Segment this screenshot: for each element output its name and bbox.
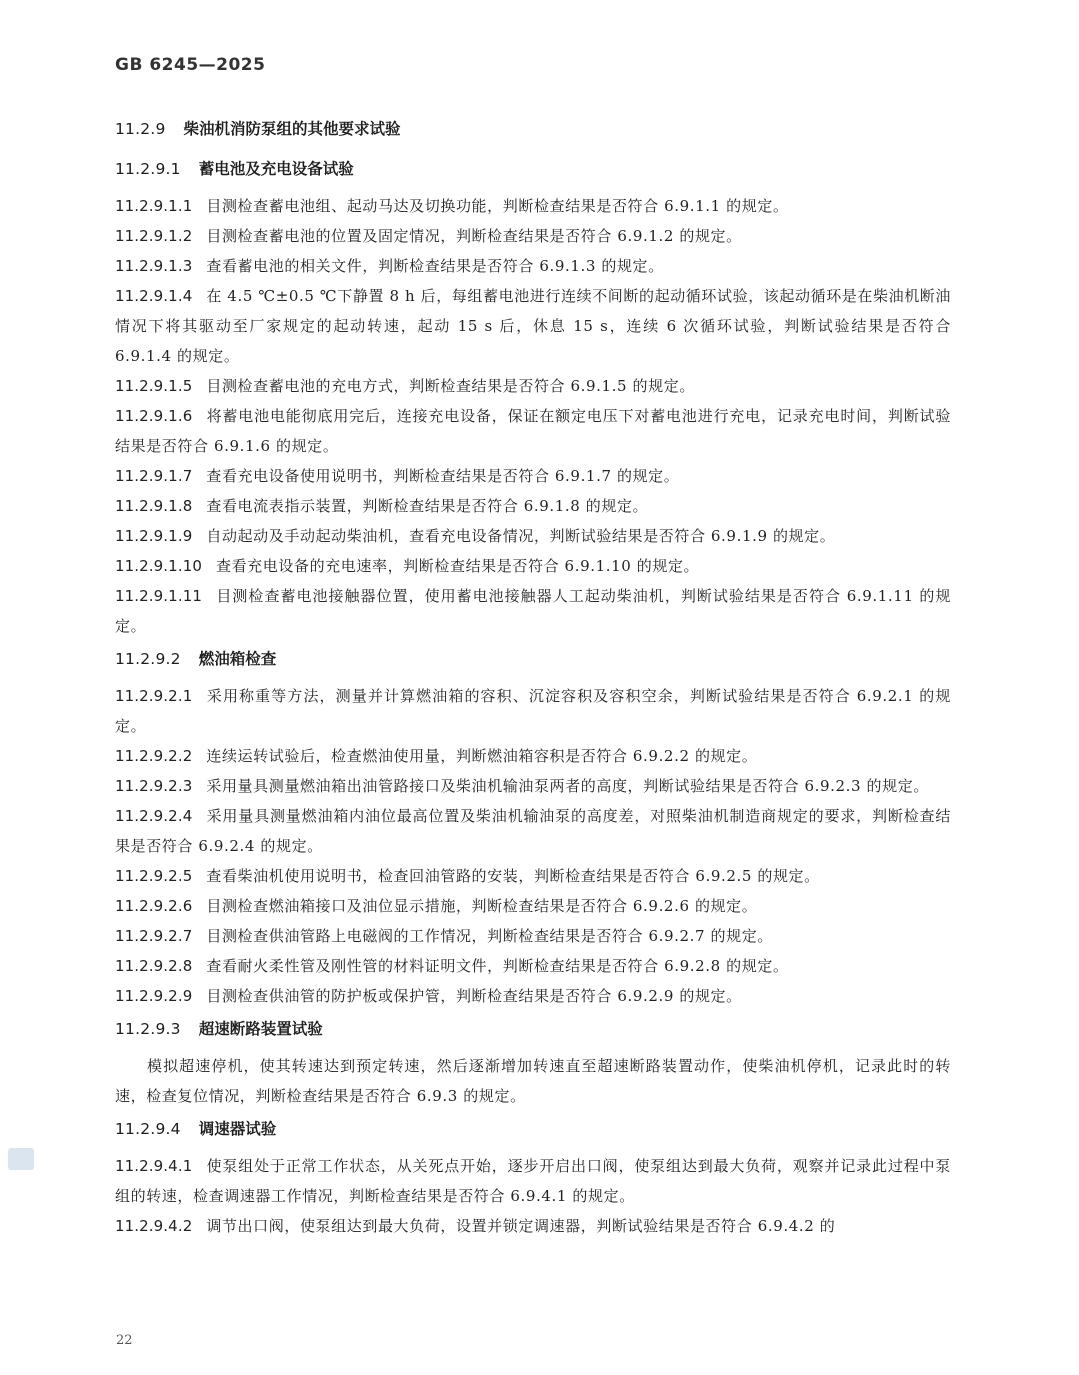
clause-number: 11.2.9.4 (115, 1120, 181, 1138)
clause-paragraph (115, 951, 951, 981)
clause-text: 采用称重等方法，测量并计算燃油箱的容积、沉淀容积及容积空余，判断试验结果是否符合 6.9.2.1 的规定。 (115, 687, 951, 735)
clause-paragraph (115, 1051, 951, 1111)
clause-paragraph (115, 221, 951, 251)
clause-text: 目测检查蓄电池组、起动马达及切换功能，判断检查结果是否符合 6.9.1.1 的规定。 (206, 197, 789, 215)
section-heading (115, 117, 951, 141)
clause-number: 11.2.9.2.5 (115, 867, 193, 885)
clause-number: 11.2.9.2.3 (115, 777, 193, 795)
clause-number: 11.2.9.2.6 (115, 897, 193, 915)
clause-number: 11.2.9.1.5 (115, 377, 193, 395)
side-watermark-mark (8, 1148, 34, 1170)
section-heading (115, 157, 951, 181)
clause-text: 超速断路装置试验 (198, 1020, 323, 1038)
clause-number: 11.2.9.1.11 (115, 587, 202, 605)
clause-paragraph (115, 461, 951, 491)
clause-text: 将蓄电池电能彻底用完后，连接充电设备，保证在额定电压下对蓄电池进行充电，记录充电时间，判断试验结果是否符合 6.9.1.6 的规定。 (115, 407, 951, 455)
section-heading (115, 647, 951, 671)
clause-text: 查看蓄电池的相关文件，判断检查结果是否符合 6.9.1.3 的规定。 (206, 257, 664, 275)
clause-number: 11.2.9.1.2 (115, 227, 193, 245)
clause-paragraph (115, 981, 951, 1011)
clause-number: 11.2.9.1.7 (115, 467, 193, 485)
clause-paragraph (115, 191, 951, 221)
clause-paragraph (115, 1211, 951, 1241)
clause-paragraph (115, 861, 951, 891)
clause-paragraph (115, 801, 951, 861)
clause-paragraph (115, 491, 951, 521)
clause-number: 11.2.9.1.6 (115, 407, 193, 425)
clause-text: 燃油箱检查 (198, 650, 277, 668)
clause-paragraph (115, 771, 951, 801)
clause-text: 查看柴油机使用说明书，检查回油管路的安装，判断检查结果是否符合 6.9.2.5 的规定。 (206, 867, 820, 885)
section-heading (115, 1017, 951, 1041)
clause-number: 11.2.9.1 (115, 160, 181, 178)
clause-text: 目测检查蓄电池的位置及固定情况，判断检查结果是否符合 6.9.1.2 的规定。 (206, 227, 742, 245)
clause-number: 11.2.9.1.8 (115, 497, 193, 515)
clause-paragraph (115, 371, 951, 401)
clause-number: 11.2.9.2.9 (115, 987, 193, 1005)
clause-text: 柴油机消防泵组的其他要求试验 (183, 120, 401, 138)
clause-number: 11.2.9.4.2 (115, 1217, 193, 1235)
document-body (115, 115, 951, 1241)
clause-paragraph (115, 921, 951, 951)
clause-text: 连续运转试验后，检查燃油使用量，判断燃油箱容积是否符合 6.9.2.2 的规定。 (206, 747, 758, 765)
clause-text: 目测检查燃油箱接口及油位显示措施，判断检查结果是否符合 6.9.2.6 的规定。 (206, 897, 758, 915)
clause-text: 查看充电设备的充电速率，判断检查结果是否符合 6.9.1.10 的规定。 (215, 557, 700, 575)
clause-text: 在 4.5 ℃±0.5 ℃下静置 8 h 后，每组蓄电池进行连续不间断的起动循环试验，该起动循环是在柴油机断油情况下将其驱动至厂家规定的起动转速，起动 15 s 后，休息 15 s，连续 6 次循环试验，判断试验结果是否符合 6.9.1.4 的规定。 (115, 287, 951, 365)
clause-text: 模拟超速停机，使其转速达到预定转速，然后逐渐增加转速直至超速断路装置动作，使柴油机停机，记录此时的转速，检查复位情况，判断检查结果是否符合 6.9.3 的规定。 (115, 1057, 951, 1105)
clause-text: 调节出口阀，使泵组达到最大负荷，设置并锁定调速器，判断试验结果是否符合 6.9.4.2 的 (206, 1217, 836, 1235)
clause-paragraph (115, 251, 951, 281)
clause-paragraph (115, 581, 951, 641)
clause-number: 11.2.9.1.1 (115, 197, 193, 215)
clause-text: 查看充电设备使用说明书，判断检查结果是否符合 6.9.1.7 的规定。 (206, 467, 680, 485)
clause-number: 11.2.9 (115, 120, 166, 138)
standard-number: GB 6245—2025 (115, 55, 266, 75)
section-heading (115, 1117, 951, 1141)
page-number: 22 (116, 1333, 133, 1348)
clause-paragraph (115, 551, 951, 581)
clause-text: 调速器试验 (198, 1120, 277, 1138)
clause-paragraph (115, 741, 951, 771)
clause-number: 11.2.9.2 (115, 650, 181, 668)
clause-text: 目测检查供油管路上电磁阀的工作情况，判断检查结果是否符合 6.9.2.7 的规定。 (206, 927, 773, 945)
clause-paragraph (115, 1151, 951, 1211)
clause-number: 11.2.9.4.1 (115, 1157, 193, 1175)
clause-text: 查看耐火柔性管及刚性管的材料证明文件，判断检查结果是否符合 6.9.2.8 的规定。 (206, 957, 789, 975)
clause-number: 11.2.9.1.9 (115, 527, 193, 545)
clause-text: 目测检查蓄电池接触器位置，使用蓄电池接触器人工起动柴油机，判断试验结果是否符合 6.9.1.11 的规定。 (115, 587, 951, 635)
clause-paragraph (115, 681, 951, 741)
clause-number: 11.2.9.2.2 (115, 747, 193, 765)
clause-text: 目测检查蓄电池的充电方式，判断检查结果是否符合 6.9.1.5 的规定。 (206, 377, 695, 395)
clause-paragraph (115, 281, 951, 371)
clause-text: 查看电流表指示装置，判断检查结果是否符合 6.9.1.8 的规定。 (206, 497, 649, 515)
clause-number: 11.2.9.2.7 (115, 927, 193, 945)
clause-number: 11.2.9.1.10 (115, 557, 202, 575)
clause-paragraph (115, 891, 951, 921)
clause-number: 11.2.9.1.4 (115, 287, 193, 305)
clause-number: 11.2.9.2.4 (115, 807, 193, 825)
clause-text: 使泵组处于正常工作状态，从关死点开始，逐步开启出口阀，使泵组达到最大负荷，观察并记录此过程中泵组的转速，检查调速器工作情况，判断检查结果是否符合 6.9.4.1 的规定。 (115, 1157, 951, 1205)
clause-number: 11.2.9.2.8 (115, 957, 193, 975)
clause-number: 11.2.9.2.1 (115, 687, 193, 705)
clause-text: 自动起动及手动起动柴油机，查看充电设备情况，判断试验结果是否符合 6.9.1.9 的规定。 (206, 527, 836, 545)
clause-number: 11.2.9.3 (115, 1020, 181, 1038)
clause-text: 蓄电池及充电设备试验 (198, 160, 354, 178)
clause-number: 11.2.9.1.3 (115, 257, 193, 275)
clause-text: 采用量具测量燃油箱内油位最高位置及柴油机输油泵的高度差，对照柴油机制造商规定的要求，判断检查结果是否符合 6.9.2.4 的规定。 (115, 807, 951, 855)
clause-paragraph (115, 401, 951, 461)
clause-paragraph (115, 521, 951, 551)
clause-text: 采用量具测量燃油箱出油管路接口及柴油机输油泵两者的高度，判断试验结果是否符合 6.9.2.3 的规定。 (206, 777, 929, 795)
clause-text: 目测检查供油管的防护板或保护管，判断检查结果是否符合 6.9.2.9 的规定。 (206, 987, 742, 1005)
